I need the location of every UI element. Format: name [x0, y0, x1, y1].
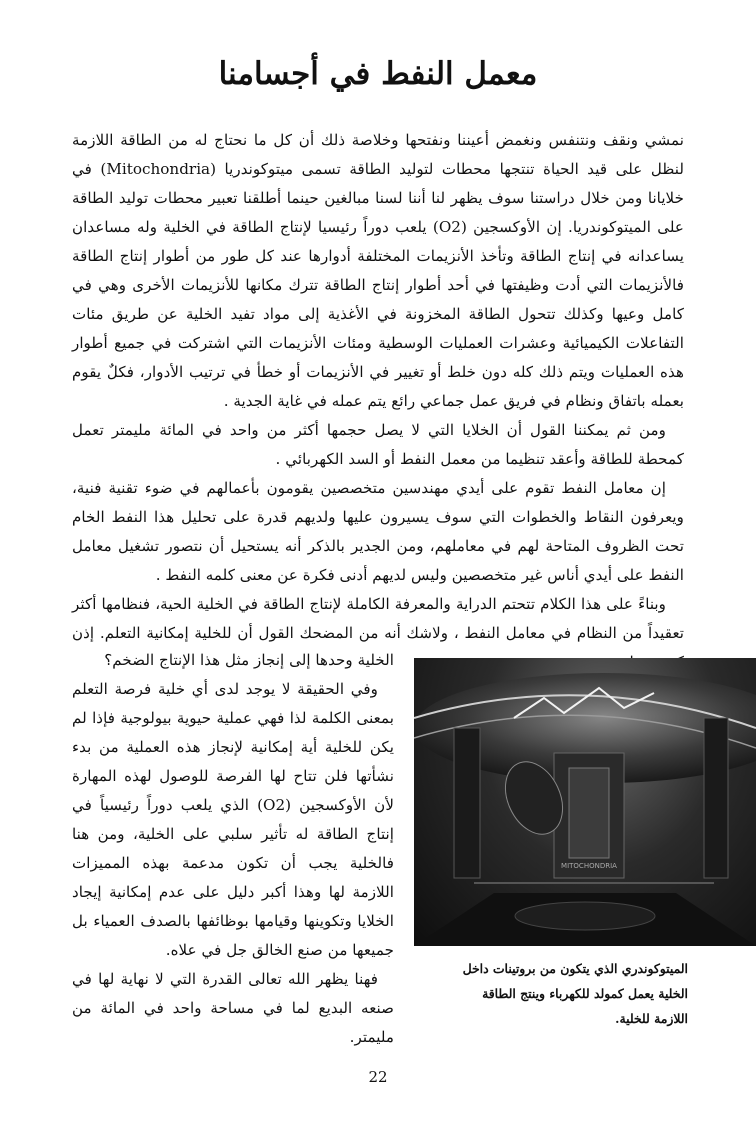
paragraph: إن معامل النفط تقوم على أيدي مهندسين متخصصين يقومون بأعمالهم في ضوء تقنية فنية، ويعرفون النقاط والخطوات التي سوف يسيرون عليها ولديهم قدرة على تحليل هذا النفط الخام تحت الظروف المتاحة لهم في معاملهم، ومن الجدير بالذكر أنه يستحيل أن نتصور تشغيل معامل النفط على أيدي أناس غير متخصصين وليس لديهم أدنى فكرة عن معنى كلمه النفط .: [72, 479, 684, 584]
plant-sign: MITOCHONDRIA: [561, 862, 617, 870]
paragraph: فهنا يظهر الله تعالى القدرة التي لا نهاية لها في صنعه البديع لما في مساحة واحد في المائة من مليمتر.: [72, 970, 394, 1046]
paragraph: وفي الحقيقة لا يوجد لدى أي خلية فرصة التعلم بمعنى الكلمة لذا فهي عملية حيوية بيولوجية فإذا لم يكن للخلية أية إمكانية لإنجاز هذه العملية من بدء نشأتها فلن تتاح لها الفرصة للوصول لهذه المهارة لأن الأوكسجين (O2) الذي يلعب دوراً رئيسياً في إنتاج الطاقة له تأثير سلبي على الخلية، ومن هنا فالخلية يجب أن تكون مدعمة بهذه المميزات اللازمة لها وهذا أكبر دليل على عدم إمكانية إيجاد الخلايا وتكوينها وقيامها بوظائفها بالصدف العمياء بل جميعها من صنع الخالق جل في علاه.: [72, 680, 394, 959]
paragraph: الخلية وحدها إلى إنجاز مثل هذا الإنتاج الضخم؟: [104, 651, 394, 669]
mitochondria-power-plant-photo: [414, 658, 756, 946]
page-number: 22: [368, 1068, 388, 1086]
column-text: [72, 646, 394, 1052]
paragraph: ومن ثم يمكننا القول أن الخلايا التي لا يصل حجمها أكثر من واحد في المائة مليمتر تعمل كمحطة للطاقة وأعقد تنظيما من معمل النفط أو السد الكهربائي .: [72, 421, 684, 468]
page-title: معمل النفط في أجسامنا: [218, 56, 538, 92]
paragraph: نمشي ونقف ونتنفس ونغمض أعيننا ونفتحها وخلاصة ذلك أن كل ما نحتاج له من الطاقة اللازمة لنظل على قيد الحياة تنتجها محطات لتوليد الطاقة تسمى ميتوكوندريا (Mitochondria) في خلايانا ومن خلال دراستنا سوف يظهر لنا أننا لسنا مبالغين حينما أطلقنا تعبير محطات توليد الطاقة على الميتوكوندريا. إن الأوكسجين (O2) يلعب دوراً رئيسيا لإنتاج الطاقة في الخلية وله مساعدان يساعدانه في إنتاج الطاقة وتأخذ الأنزيمات المختلفة أدوارها عند كل طور من أطوار إنتاج الطاقة فالأنزيمات التي أدت وظيفتها في أحد أطوار إنتاج الطاقة تترك مكانها للأنزيمات الأخرى وهي في كامل وعيها وكذلك تتحول الطاقة المخزونة في الأغذية إلى مواد تفيد الخلية عن طريق مئات التفاعلات الكيميائية وعشرات العمليات الوسطية ومئات الأنزيمات التي اشتركت في جميع أطوار هذه العمليات ويتم ذلك كله دون خلط أو تغيير في الأنزيمات أو خطأ في ترتيب الأدوار، فكلٌ يقوم بعمله باتفاق ونظام في فريق عمل جماعي رائع يتم عمله في غاية الجدية .: [72, 131, 685, 410]
main-text: [72, 126, 684, 677]
paragraph: وبناءً على هذا الكلام تتحتم الدراية والمعرفة الكاملة لإنتاج الطاقة في الخلية الحية، فنظامها أكثر تعقيداً من النظام في معامل النفط ، ولاشك أنه من المضحك القول أن للخلية إمكانية التعلم. إذن: [72, 595, 684, 642]
power-plant-illustration: [414, 658, 756, 946]
figure-caption: الميتوكوندري الذي يتكون من بروتينات داخل الخلية يعمل كمولد للكهرباء وينتج الطاقة اللازمة للخلية.: [462, 961, 688, 1026]
